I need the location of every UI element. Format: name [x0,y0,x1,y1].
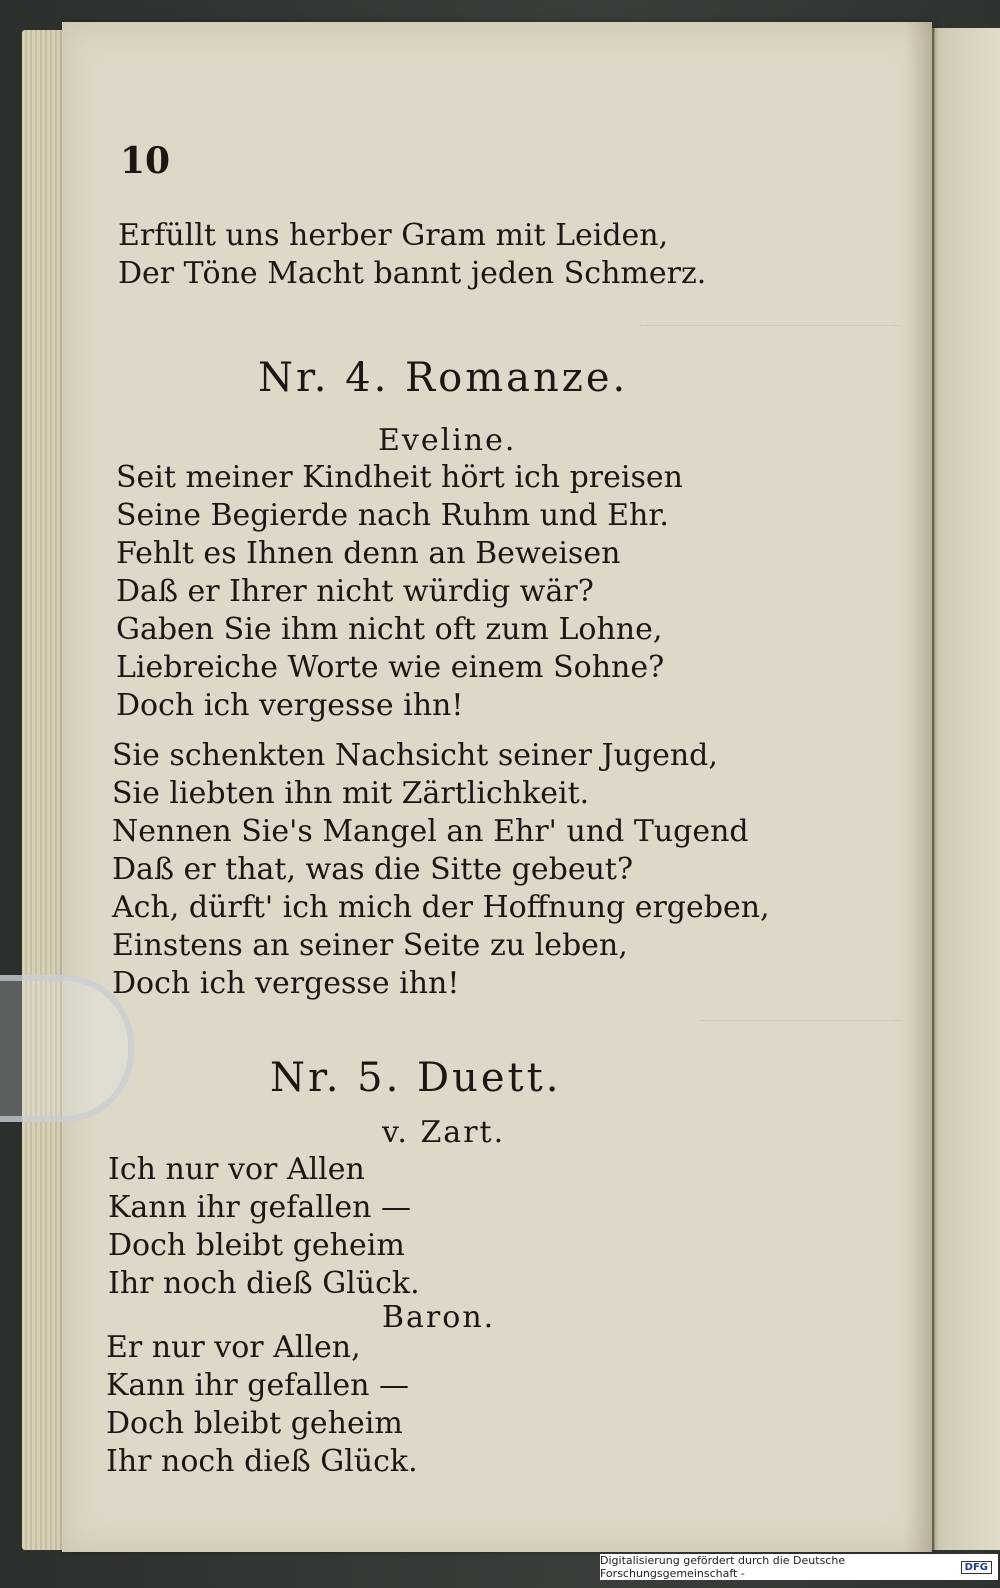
verse-line: Doch ich vergesse ihn! [112,966,460,1001]
verse-line: Ihr noch dieß Glück. [106,1444,418,1479]
verse-line: Doch bleibt geheim [108,1228,405,1263]
verse-line: Doch bleibt geheim [106,1406,403,1441]
verse-line: Kann ihr gefallen — [106,1368,410,1403]
verse-line: Erfüllt uns herber Gram mit Leiden, [118,218,669,253]
page-number: 10 [120,140,171,182]
verse-line: Seit meiner Kindheit hört ich preisen [116,460,683,495]
verse-line: Nennen Sie's Mangel an Ehr' und Tugend [112,814,749,849]
verse-line: Sie schenkten Nachsicht seiner Jugend, [112,738,718,773]
paper-clip [0,975,134,1122]
speaker-name: Eveline. [378,423,517,458]
verse-line: Seine Begierde nach Ruhm und Ehr. [116,498,669,533]
verse-line: Er nur vor Allen, [106,1330,361,1365]
verse-line: Ihr noch dieß Glück. [108,1266,420,1301]
verse-line: Doch ich vergesse ihn! [116,688,464,723]
gutter-shadow [905,22,935,1552]
section-heading: Nr. 4. Romanze. [258,355,629,401]
verse-line: Daß er Ihrer nicht würdig wär? [116,574,594,609]
verse-line: Kann ihr gefallen — [108,1190,412,1225]
verse-line: Einstens an seiner Seite zu leben, [112,928,628,963]
show-through [700,1000,900,1021]
section-heading: Nr. 5. Duett. [270,1055,562,1101]
verse-line: Liebreiche Worte wie einem Sohne? [116,650,665,685]
verse-line: Sie liebten ihn mit Zärtlichkeit. [112,776,590,811]
verse-line: Daß er that, was die Sitte gebeut? [112,852,634,887]
speaker-name: v. Zart. [382,1115,506,1150]
facing-page [932,28,1000,1550]
verse-line: Der Töne Macht bannt jeden Schmerz. [118,256,707,291]
verse-line: Gaben Sie ihm nicht oft zum Lohne, [116,612,663,647]
show-through [640,305,900,326]
verse-line: Ich nur vor Allen [108,1152,365,1187]
dfg-logo: DFG [961,1561,992,1574]
footer-credit [600,1554,998,1580]
verse-line: Ach, dürft' ich mich der Hoffnung ergeben, [112,890,770,925]
speaker-name: Baron. [382,1300,496,1335]
verse-line: Fehlt es Ihnen denn an Beweisen [116,536,621,571]
footer-text: Digitalisierung gefördert durch die Deutsche Forschungsgemeinschaft - [600,1554,846,1580]
